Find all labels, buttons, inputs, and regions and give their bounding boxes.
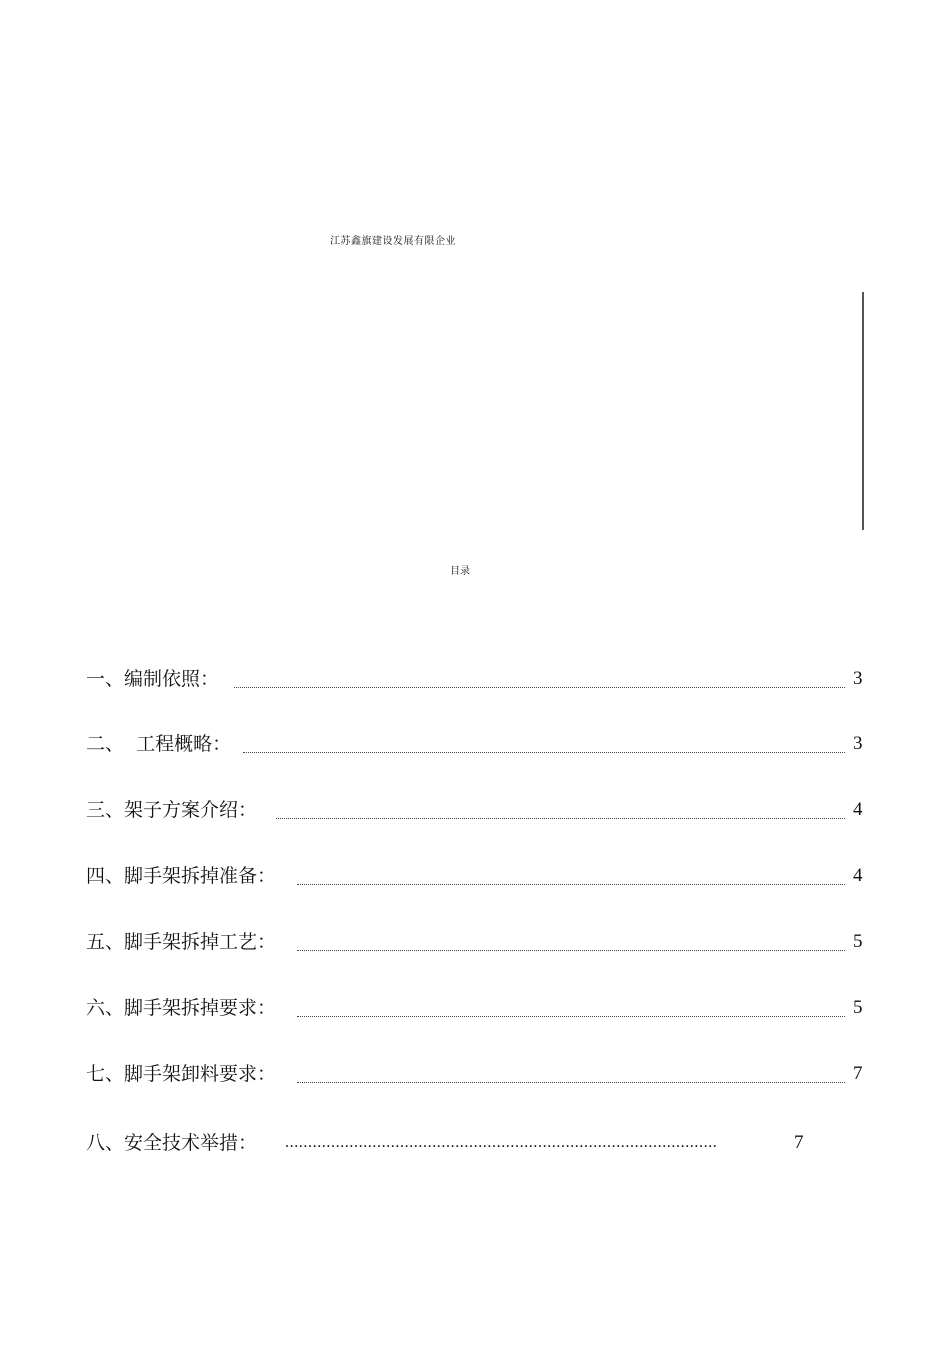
toc-page: 4 [853,799,863,820]
side-rule [862,292,864,530]
toc-page: 5 [853,931,863,952]
toc-label: 一、编制依照： [86,668,220,690]
toc-label: 二、 工程概略： [86,733,232,755]
toc-entry-7[interactable] [86,1061,866,1091]
toc-leader [297,884,845,885]
toc-entry-1[interactable] [86,666,866,696]
toc-leader-dots: .............................................................................................. [285,1134,718,1151]
toc-leader [297,1082,845,1083]
toc-leader [297,1016,845,1017]
toc-label: 四、脚手架拆掉准备： [86,865,277,887]
toc-leader [297,950,845,951]
toc-entry-6[interactable] [86,995,866,1025]
toc-leader [234,687,845,688]
toc-entry-4[interactable] [86,863,866,893]
toc-page: 7 [853,1063,863,1084]
toc-label: 七、脚手架卸料要求： [86,1063,277,1085]
toc-page: 3 [853,733,863,754]
toc-entry-2[interactable] [86,731,866,761]
toc-label: 六、脚手架拆掉要求： [86,997,277,1019]
toc-label: 八、安全技术举措： [86,1132,258,1154]
toc-label: 五、脚手架拆掉工艺： [86,931,277,953]
toc-entry-3[interactable] [86,797,866,827]
toc-label: 三、架子方案介绍： [86,799,258,821]
toc-entry-5[interactable] [86,929,866,959]
toc-page: 7 [794,1132,804,1153]
toc-title: 目录 [450,566,470,577]
toc-leader [243,752,845,753]
toc-page: 4 [853,865,863,886]
toc-leader [276,818,845,819]
toc-page: 5 [853,997,863,1018]
toc-page: 3 [853,668,863,689]
toc-entry-8[interactable] [86,1130,846,1160]
company-name: 江苏鑫旗建设发展有限企业 [330,236,456,247]
